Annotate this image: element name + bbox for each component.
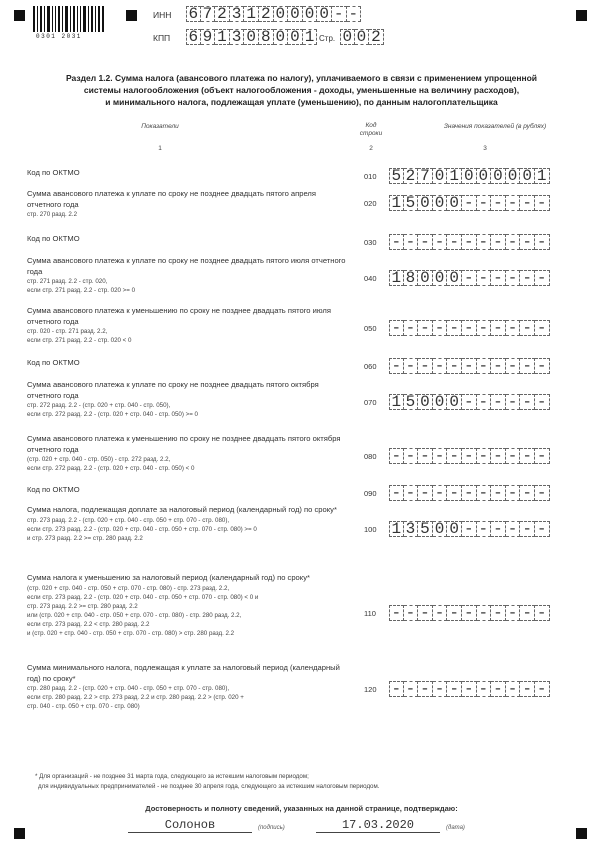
digit-cell: 0 bbox=[418, 195, 433, 211]
digit-cell: 2 bbox=[215, 6, 230, 22]
line-code: 120 bbox=[364, 685, 377, 694]
digit-cell: - bbox=[462, 681, 477, 697]
row-label: Сумма минимального налога, подлежащая к уплате за налоговый период (календарный год) по сроку* bbox=[27, 663, 340, 683]
digit-cell: - bbox=[433, 320, 448, 336]
row-formula: если стр. 280 разд. 2.2 > стр. 273 разд. 2.2 и стр. 280 разд. 2.2 > (стр. 020 + bbox=[27, 694, 244, 701]
digit-cell: - bbox=[404, 605, 419, 621]
row-formula: стр. 273 разд. 2.2 - (стр. 020 + стр. 040 - стр. 050 + стр. 070 - стр. 080), bbox=[27, 516, 230, 524]
row-formula: стр. 273 разд. 2.2 >= стр. 280 разд. 2.2 bbox=[27, 602, 138, 610]
digit-cell: - bbox=[462, 485, 477, 501]
digit-cell: - bbox=[447, 605, 462, 621]
digit-cell: - bbox=[506, 605, 521, 621]
digit-cell: 0 bbox=[317, 6, 332, 22]
digit-cell: - bbox=[491, 195, 506, 211]
digit-cell: - bbox=[447, 320, 462, 336]
digit-cell: 0 bbox=[303, 6, 318, 22]
form-row-030 bbox=[27, 234, 347, 245]
digit-cell: - bbox=[433, 485, 448, 501]
digit-cell: - bbox=[418, 485, 433, 501]
signature-field[interactable]: Солонов bbox=[128, 818, 252, 833]
row-label: Сумма авансового платежа к уплате по сроку не позднее двадцать пятого июля отчетного года bbox=[27, 256, 346, 276]
value-cells-100[interactable] bbox=[389, 521, 550, 537]
barcode-number: 0301 2031 bbox=[36, 33, 82, 40]
digit-cell: - bbox=[418, 358, 433, 374]
form-row-070 bbox=[27, 380, 347, 419]
digit-cell: - bbox=[535, 448, 550, 464]
form-row-050 bbox=[27, 306, 347, 345]
digit-cell: - bbox=[389, 358, 404, 374]
digit-cell: - bbox=[506, 270, 521, 286]
form-row-040 bbox=[27, 256, 347, 295]
row-formula: если стр. 272 разд. 2.2 - (стр. 020 + стр. 040 - стр. 050) < 0 bbox=[27, 465, 195, 472]
digit-cell: 0 bbox=[447, 270, 462, 286]
line-code: 070 bbox=[364, 398, 377, 407]
row-formula: (стр. 020 + стр. 040 - стр. 050 + стр. 070 - стр. 080) - стр. 273 разд. 2.2, bbox=[27, 584, 230, 592]
row-formula: или (стр. 020 + стр. 040 - стр. 050 + стр. 070 - стр. 080) - стр. 280 разд. 2.2, bbox=[27, 611, 242, 619]
signature-caption: (подпись) bbox=[258, 825, 285, 831]
digit-cell: - bbox=[520, 234, 535, 250]
digit-cell: - bbox=[447, 448, 462, 464]
digit-cell: 2 bbox=[369, 29, 384, 45]
digit-cell: - bbox=[491, 485, 506, 501]
digit-cell: - bbox=[404, 358, 419, 374]
digit-cell: - bbox=[404, 320, 419, 336]
digit-cell: - bbox=[433, 681, 448, 697]
digit-cell: - bbox=[447, 234, 462, 250]
digit-cell: 1 bbox=[389, 394, 404, 410]
digit-cell: - bbox=[404, 681, 419, 697]
digit-cell: 1 bbox=[389, 521, 404, 537]
digit-cell: - bbox=[462, 270, 477, 286]
digit-cell: 0 bbox=[433, 394, 448, 410]
digit-cell: 0 bbox=[288, 6, 303, 22]
page-cells bbox=[340, 29, 384, 45]
form-row-090 bbox=[27, 485, 347, 496]
digit-cell: 1 bbox=[244, 6, 259, 22]
digit-cell: - bbox=[506, 234, 521, 250]
registration-mark bbox=[126, 10, 137, 21]
digit-cell: 8 bbox=[404, 270, 419, 286]
line-code: 020 bbox=[364, 199, 377, 208]
form-row-100 bbox=[27, 505, 347, 543]
col-header-values: Значения показателей (в рублях) bbox=[443, 123, 547, 130]
digit-cell: 0 bbox=[274, 6, 289, 22]
digit-cell: - bbox=[477, 394, 492, 410]
digit-cell: - bbox=[462, 448, 477, 464]
digit-cell: 0 bbox=[520, 168, 535, 184]
digit-cell: - bbox=[404, 485, 419, 501]
value-cells-090[interactable] bbox=[389, 485, 550, 501]
digit-cell: 0 bbox=[506, 168, 521, 184]
digit-cell: 1 bbox=[447, 168, 462, 184]
digit-cell: 5 bbox=[418, 521, 433, 537]
footnote-line: * Для организаций - не позднее 31 марта года, следующего за истекшим налоговым периодом; bbox=[35, 773, 309, 780]
digit-cell: - bbox=[389, 681, 404, 697]
digit-cell: - bbox=[520, 485, 535, 501]
digit-cell: - bbox=[462, 521, 477, 537]
row-label: Сумма налога, подлежащая доплате за налоговый период (календарный год) по сроку* bbox=[27, 505, 337, 514]
digit-cell: 2 bbox=[404, 168, 419, 184]
digit-cell: 0 bbox=[355, 29, 370, 45]
row-label: Сумма авансового платежа к уплате по сроку не позднее двадцать пятого апреля отчетного года bbox=[27, 189, 316, 209]
digit-cell: - bbox=[332, 6, 347, 22]
line-code: 110 bbox=[364, 609, 376, 618]
line-code: 040 bbox=[364, 274, 377, 283]
digit-cell: - bbox=[506, 394, 521, 410]
line-code: 080 bbox=[364, 452, 377, 461]
kpp-label: КПП bbox=[153, 33, 171, 43]
row-label: Сумма авансового платежа к уменьшению по сроку не позднее двадцать пятого октября отчетного года bbox=[27, 434, 341, 454]
value-cells-070[interactable] bbox=[389, 394, 550, 410]
digit-cell: - bbox=[447, 681, 462, 697]
date-field[interactable]: 17.03.2020 bbox=[316, 818, 440, 833]
row-label: Код по ОКТМО bbox=[27, 168, 80, 177]
digit-cell: - bbox=[520, 320, 535, 336]
digit-cell: - bbox=[520, 195, 535, 211]
digit-cell: - bbox=[491, 521, 506, 537]
confirmation-text: Достоверность и полноту сведений, указанных на данной странице, подтверждаю: bbox=[145, 804, 458, 813]
digit-cell: - bbox=[389, 448, 404, 464]
row-formula: и (стр. 020 + стр. 040 - стр. 050 + стр. 070 - стр. 080) > стр. 280 разд. 2.2 bbox=[27, 629, 235, 637]
digit-cell: - bbox=[477, 521, 492, 537]
digit-cell: 7 bbox=[418, 168, 433, 184]
col-number-2: 2 bbox=[369, 145, 373, 152]
digit-cell: - bbox=[491, 448, 506, 464]
digit-cell: - bbox=[462, 234, 477, 250]
value-cells-060[interactable] bbox=[389, 358, 550, 374]
digit-cell: - bbox=[347, 6, 362, 22]
digit-cell: 6 bbox=[186, 29, 201, 45]
registration-mark bbox=[576, 10, 587, 21]
digit-cell: - bbox=[535, 605, 550, 621]
digit-cell: - bbox=[506, 448, 521, 464]
kpp-cells bbox=[186, 29, 317, 45]
digit-cell: - bbox=[506, 320, 521, 336]
digit-cell: - bbox=[433, 448, 448, 464]
digit-cell: - bbox=[447, 485, 462, 501]
digit-cell: 0 bbox=[340, 29, 355, 45]
digit-cell: 1 bbox=[389, 195, 404, 211]
row-formula: если стр. 273 разд. 2.2 - (стр. 020 + стр. 040 - стр. 050 + стр. 070 - стр. 080) < 0 и bbox=[27, 593, 259, 601]
inn-cells bbox=[186, 6, 361, 22]
digit-cell: - bbox=[535, 681, 550, 697]
digit-cell: 1 bbox=[389, 270, 404, 286]
digit-cell: - bbox=[462, 358, 477, 374]
digit-cell: - bbox=[477, 485, 492, 501]
row-label: Сумма авансового платежа к уплате по сроку не позднее двадцать пятого октября отчетного года bbox=[27, 380, 319, 400]
digit-cell: 0 bbox=[447, 394, 462, 410]
digit-cell: - bbox=[506, 195, 521, 211]
digit-cell: 0 bbox=[462, 168, 477, 184]
digit-cell: 0 bbox=[447, 195, 462, 211]
row-formula: стр. 271 разд. 2.2 - стр. 020, bbox=[27, 278, 108, 285]
row-formula: стр. 020 - стр. 271 разд. 2.2, bbox=[27, 328, 108, 335]
line-code: 090 bbox=[364, 489, 377, 498]
digit-cell: 6 bbox=[186, 6, 201, 22]
digit-cell: - bbox=[389, 234, 404, 250]
registration-mark bbox=[576, 828, 587, 839]
digit-cell: - bbox=[433, 605, 448, 621]
digit-cell: 5 bbox=[389, 168, 404, 184]
digit-cell: 0 bbox=[433, 270, 448, 286]
digit-cell: - bbox=[477, 358, 492, 374]
digit-cell: - bbox=[418, 320, 433, 336]
digit-cell: - bbox=[506, 681, 521, 697]
digit-cell: - bbox=[418, 448, 433, 464]
line-code: 100 bbox=[364, 525, 377, 534]
digit-cell: - bbox=[506, 485, 521, 501]
digit-cell: 5 bbox=[404, 394, 419, 410]
digit-cell: - bbox=[535, 270, 550, 286]
footnote-line: для индивидуальных предпринимателей - не позднее 30 апреля года, следующего за истекшим налоговым периодом. bbox=[38, 783, 380, 790]
row-formula: стр. 280 разд. 2.2 - (стр. 020 + стр. 040 - стр. 050 + стр. 070 - стр. 080), bbox=[27, 685, 230, 692]
row-formula: стр. 272 разд. 2.2 - (стр. 020 + стр. 040 - стр. 050), bbox=[27, 402, 171, 409]
digit-cell: - bbox=[491, 681, 506, 697]
digit-cell: - bbox=[477, 234, 492, 250]
digit-cell: - bbox=[418, 605, 433, 621]
digit-cell: - bbox=[491, 358, 506, 374]
digit-cell: 3 bbox=[404, 521, 419, 537]
digit-cell: - bbox=[506, 521, 521, 537]
digit-cell: - bbox=[535, 521, 550, 537]
digit-cell: - bbox=[520, 394, 535, 410]
digit-cell: - bbox=[462, 394, 477, 410]
value-cells-040[interactable] bbox=[389, 270, 550, 286]
digit-cell: - bbox=[520, 521, 535, 537]
row-formula: и стр. 273 разд. 2.2 >= стр. 280 разд. 2.2 bbox=[27, 534, 143, 542]
digit-cell: 3 bbox=[230, 29, 245, 45]
page-label: Стр. bbox=[319, 34, 336, 43]
inn-label: ИНН bbox=[153, 10, 172, 20]
digit-cell: 0 bbox=[433, 521, 448, 537]
digit-cell: - bbox=[462, 320, 477, 336]
digit-cell: 7 bbox=[201, 6, 216, 22]
digit-cell: - bbox=[477, 605, 492, 621]
value-cells-030[interactable] bbox=[389, 234, 550, 250]
digit-cell: - bbox=[447, 358, 462, 374]
digit-cell: - bbox=[520, 270, 535, 286]
digit-cell: 9 bbox=[201, 29, 216, 45]
line-code: 030 bbox=[364, 238, 377, 247]
row-formula: если стр. 271 разд. 2.2 - стр. 020 >= 0 bbox=[27, 287, 136, 294]
digit-cell: 1 bbox=[535, 168, 550, 184]
digit-cell: 8 bbox=[259, 29, 274, 45]
row-formula: если стр. 273 разд. 2.2 < стр. 280 разд. 2.2 bbox=[27, 620, 150, 628]
digit-cell: - bbox=[535, 485, 550, 501]
row-label: Код по ОКТМО bbox=[27, 358, 80, 367]
digit-cell: - bbox=[491, 320, 506, 336]
value-cells-010[interactable] bbox=[389, 168, 550, 184]
line-code: 050 bbox=[364, 324, 377, 333]
digit-cell: - bbox=[418, 234, 433, 250]
row-label: Сумма налога к уменьшению за налоговый период (календарный год) по сроку* bbox=[27, 573, 310, 582]
registration-mark bbox=[14, 10, 25, 21]
value-cells-050[interactable] bbox=[389, 320, 550, 336]
col-header-line-code: Код строки bbox=[359, 122, 383, 137]
row-label: Код по ОКТМО bbox=[27, 234, 80, 243]
digit-cell: 0 bbox=[491, 168, 506, 184]
digit-cell: 0 bbox=[433, 195, 448, 211]
digit-cell: 5 bbox=[404, 195, 419, 211]
digit-cell: - bbox=[404, 234, 419, 250]
digit-cell: 0 bbox=[418, 270, 433, 286]
digit-cell: - bbox=[433, 234, 448, 250]
value-cells-080[interactable] bbox=[389, 448, 550, 464]
barcode-icon bbox=[33, 6, 105, 32]
digit-cell: - bbox=[404, 448, 419, 464]
value-cells-020[interactable] bbox=[389, 195, 550, 211]
digit-cell: - bbox=[491, 270, 506, 286]
digit-cell: 0 bbox=[418, 394, 433, 410]
section-title bbox=[20, 72, 583, 108]
digit-cell: - bbox=[491, 605, 506, 621]
digit-cell: - bbox=[535, 394, 550, 410]
digit-cell: 0 bbox=[447, 521, 462, 537]
digit-cell: - bbox=[520, 358, 535, 374]
form-row-120 bbox=[27, 663, 347, 711]
title-line: и минимального налога, подлежащая уплате (уменьшению), по данным налогоплательщика bbox=[105, 97, 498, 107]
row-formula: если стр. 271 разд. 2.2 - стр. 020 < 0 bbox=[27, 337, 132, 344]
col-header-indicators: Показатели bbox=[141, 123, 179, 130]
digit-cell: - bbox=[520, 681, 535, 697]
digit-cell: - bbox=[520, 448, 535, 464]
form-row-080 bbox=[27, 434, 347, 473]
form-row-060 bbox=[27, 358, 347, 369]
row-label: Код по ОКТМО bbox=[27, 485, 80, 494]
digit-cell: 3 bbox=[230, 6, 245, 22]
digit-cell: - bbox=[389, 605, 404, 621]
digit-cell: - bbox=[535, 195, 550, 211]
form-row-020 bbox=[27, 189, 347, 219]
digit-cell: - bbox=[477, 195, 492, 211]
line-code: 010 bbox=[364, 172, 377, 181]
digit-cell: 2 bbox=[259, 6, 274, 22]
digit-cell: 0 bbox=[274, 29, 289, 45]
value-cells-120[interactable] bbox=[389, 681, 550, 697]
digit-cell: 0 bbox=[244, 29, 259, 45]
col-number-3: 3 bbox=[483, 145, 487, 152]
digit-cell: - bbox=[477, 320, 492, 336]
digit-cell: - bbox=[535, 358, 550, 374]
title-line: Раздел 1.2. Сумма налога (авансового платежа по налогу), уплачиваемого в связи с применением упрощенной bbox=[65, 73, 538, 83]
value-cells-110[interactable] bbox=[389, 605, 550, 621]
row-label: Сумма авансового платежа к уменьшению по сроку не позднее двадцать пятого июля отчетного года bbox=[27, 306, 331, 326]
digit-cell: 1 bbox=[215, 29, 230, 45]
digit-cell: 0 bbox=[288, 29, 303, 45]
digit-cell: 1 bbox=[303, 29, 318, 45]
form-row-010 bbox=[27, 168, 347, 179]
row-formula: если стр. 273 разд. 2.2 - (стр. 020 + стр. 040 - стр. 050 + стр. 070 - стр. 080) >= 0 bbox=[27, 525, 257, 533]
row-formula: если стр. 272 разд. 2.2 - (стр. 020 + стр. 040 - стр. 050) >= 0 bbox=[27, 411, 199, 418]
digit-cell: - bbox=[389, 485, 404, 501]
digit-cell: - bbox=[462, 195, 477, 211]
digit-cell: - bbox=[433, 358, 448, 374]
digit-cell: - bbox=[389, 320, 404, 336]
digit-cell: - bbox=[491, 394, 506, 410]
digit-cell: - bbox=[418, 681, 433, 697]
digit-cell: - bbox=[462, 605, 477, 621]
digit-cell: - bbox=[491, 234, 506, 250]
digit-cell: - bbox=[520, 605, 535, 621]
digit-cell: - bbox=[535, 320, 550, 336]
line-code: 060 bbox=[364, 362, 377, 371]
col-number-1: 1 bbox=[158, 145, 162, 152]
digit-cell: - bbox=[477, 681, 492, 697]
row-formula: стр. 270 разд. 2.2 bbox=[27, 211, 78, 218]
digit-cell: - bbox=[477, 270, 492, 286]
row-formula: (стр. 020 + стр. 040 - стр. 050) - стр. 272 разд. 2.2, bbox=[27, 456, 171, 463]
form-row-110 bbox=[27, 573, 347, 638]
registration-mark bbox=[14, 828, 25, 839]
digit-cell: - bbox=[477, 448, 492, 464]
digit-cell: - bbox=[506, 358, 521, 374]
title-line: системы налогообложения (объект налогообложения - доходы, уменьшенные на величину расходов), bbox=[83, 85, 520, 95]
digit-cell: 0 bbox=[477, 168, 492, 184]
date-caption: (дата) bbox=[446, 825, 465, 831]
digit-cell: - bbox=[535, 234, 550, 250]
digit-cell: 0 bbox=[433, 168, 448, 184]
row-formula: стр. 040 - стр. 050 + стр. 070 - стр. 080) bbox=[27, 703, 140, 710]
